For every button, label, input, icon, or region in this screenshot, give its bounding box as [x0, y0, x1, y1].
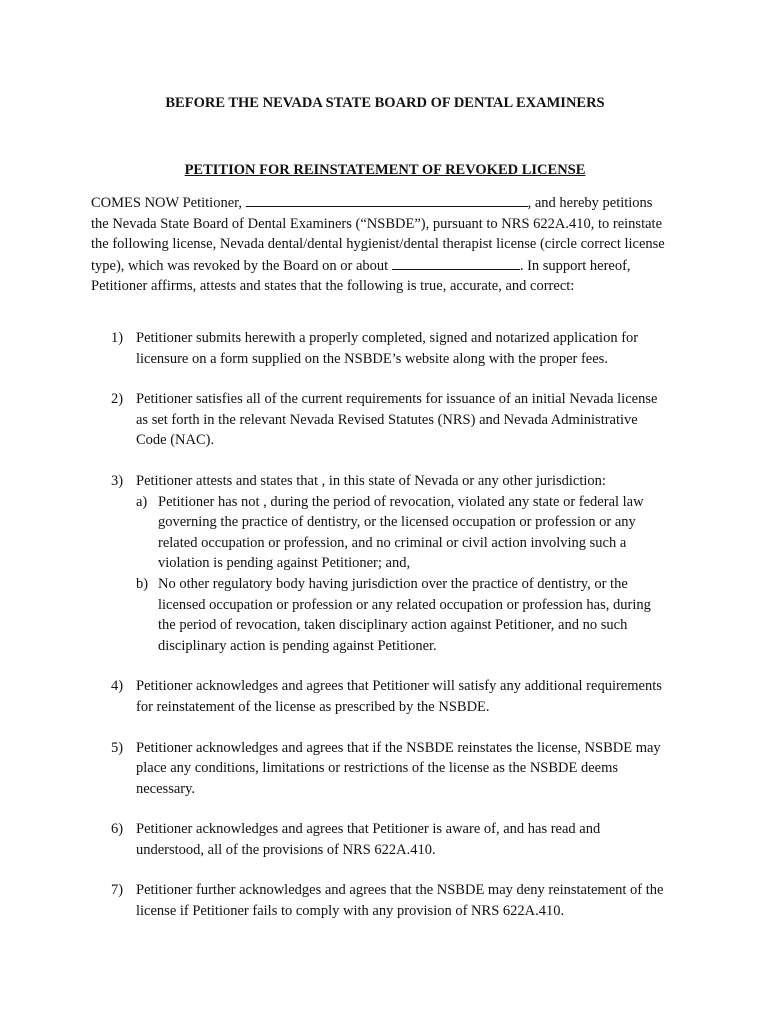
list-item	[91, 819, 671, 860]
item-number: 5)	[111, 739, 124, 756]
sub-item-text: Petitioner has not , during the period of revocation, violated any state or federal law governing the practice of dentistry, or the licensed occupation or profession or any related occupation or profession, and no criminal or civil action involving such a violation is pending against Petitioner; and,	[158, 493, 644, 572]
item-text: Petitioner acknowledges and agrees that Petitioner will satisfy any additional requirements for reinstatement of the license as prescribed by the NSBDE.	[136, 678, 662, 715]
statements-list	[91, 328, 671, 942]
item-text: Petitioner further acknowledges and agrees that the NSBDE may deny reinstatement of the license if Petitioner fails to comply with any provision of NRS 622A.410.	[136, 882, 664, 920]
sub-item-letter: b)	[136, 575, 149, 592]
list-item	[91, 471, 671, 656]
intro-paragraph	[91, 192, 671, 297]
sub-item	[136, 574, 671, 656]
sub-item-text: No other regulatory body having jurisdiction over the practice of dentistry, or the licensed occupation or profession or any related occupation or profession has, during the period of revocation, taken disciplinary action against Petitioner, and no such disciplinary action is pending against Petitioner.	[158, 575, 651, 654]
item-number: 3)	[111, 472, 124, 489]
petition-title: PETITION FOR REINSTATEMENT OF REVOKED LICENSE	[184, 162, 586, 178]
list-item	[91, 880, 671, 921]
item-text: Petitioner acknowledges and agrees that if the NSBDE reinstates the license, NSBDE may place any conditions, limitations or restrictions of the license as the NSBDE deems necessary.	[136, 739, 661, 797]
item-number: 1)	[111, 330, 124, 346]
intro-text-2: , and hereby petitions the Nevada State Board of Dental Examiners (“NSBDE”), pursuant to NRS 622A.410, to reinstate the following license, Nevada dental/dental hygienist/dental therapist license (circle correct license type), which was revoked by the Board on or about	[91, 195, 665, 274]
intro-text-1: COMES NOW Petitioner,	[91, 195, 246, 211]
board-heading: BEFORE THE NEVADA STATE BOARD OF DENTAL EXAMINERS	[165, 95, 605, 111]
sub-item-letter: a)	[136, 493, 148, 510]
sub-list	[136, 492, 671, 657]
petitioner-name-blank[interactable]	[246, 192, 528, 207]
item-number: 4)	[111, 678, 124, 695]
item-number: 2)	[111, 391, 124, 408]
item-number: 6)	[111, 821, 124, 838]
revocation-date-blank[interactable]	[392, 255, 520, 270]
item-text: Petitioner attests and states that , in this state of Nevada or any other jurisdiction:	[136, 472, 606, 489]
list-item	[91, 328, 671, 369]
list-item	[91, 389, 671, 451]
intro-text-3: . In support hereof, Petitioner affirms, attests and states that the following is true, accurate, and correct:	[91, 257, 631, 295]
item-text: Petitioner submits herewith a properly completed, signed and notarized application for licensure on a form supplied on the NSBDE’s website along with the proper fees.	[136, 330, 639, 367]
sub-item	[136, 492, 671, 574]
item-text: Petitioner acknowledges and agrees that Petitioner is aware of, and has read and understood, all of the provisions of NRS 622A.410.	[136, 821, 601, 858]
item-number: 7)	[111, 882, 124, 899]
list-item	[91, 676, 671, 717]
list-item	[91, 738, 671, 800]
item-text: Petitioner satisfies all of the current requirements for issuance of an initial Nevada license as set forth in the relevant Nevada Revised Statutes (NRS) and Nevada Administrative Code (NAC).	[136, 391, 658, 449]
